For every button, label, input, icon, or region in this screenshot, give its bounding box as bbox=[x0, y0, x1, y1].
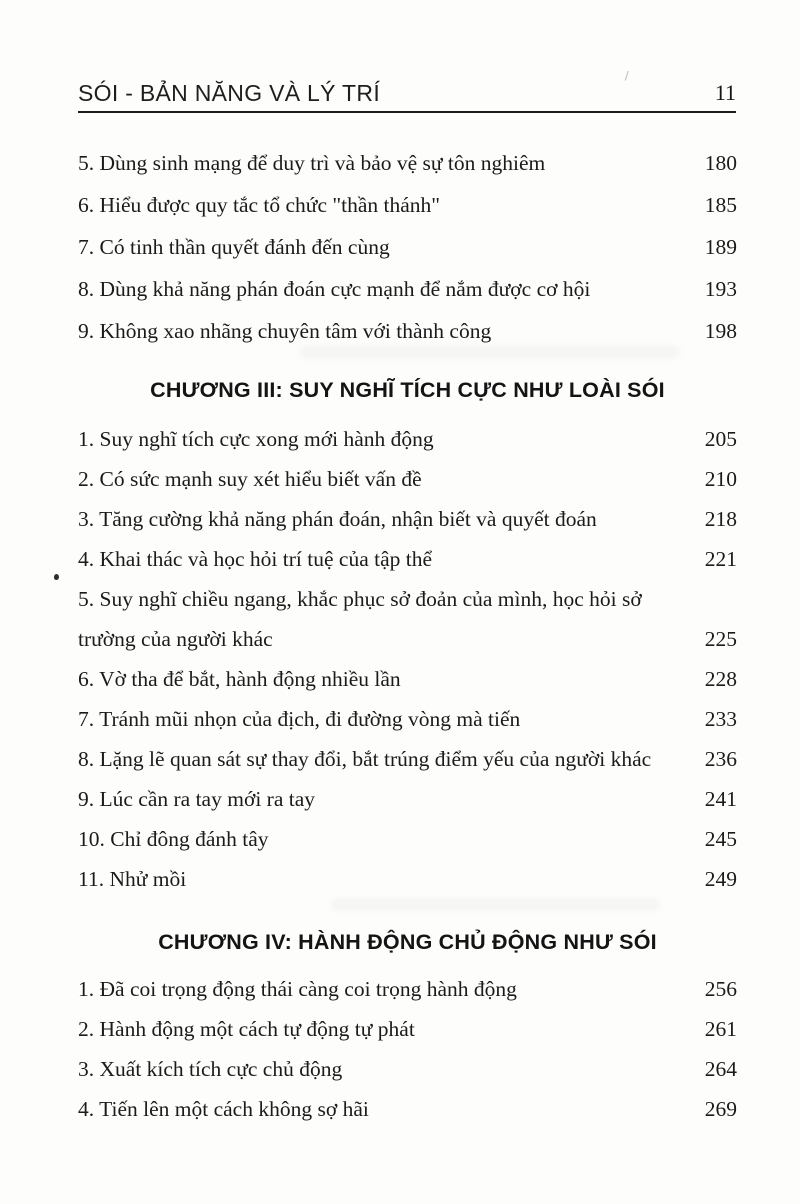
toc-entry bbox=[78, 1009, 737, 1049]
toc-entry-page-number: 205 bbox=[704, 427, 737, 451]
toc-section bbox=[78, 927, 737, 1129]
toc-entry-page-number: 185 bbox=[704, 193, 737, 217]
toc-entry-page-number: 264 bbox=[704, 1057, 737, 1081]
toc-entry-page-number: 261 bbox=[704, 1017, 737, 1041]
toc-entry bbox=[78, 699, 737, 739]
toc-entry-title: 3. Xuất kích tích cực chủ động bbox=[78, 1057, 343, 1081]
page-header bbox=[78, 0, 736, 106]
toc-entry-title: 1. Đã coi trọng động thái càng coi trọng hành động bbox=[78, 977, 517, 1001]
toc-entry bbox=[78, 969, 737, 1009]
toc-entry bbox=[78, 1089, 737, 1129]
toc-entry-page-number: 225 bbox=[704, 627, 737, 651]
toc-section bbox=[78, 375, 737, 899]
header-page-number: 11 bbox=[714, 80, 736, 105]
toc-entry-page-number: 256 bbox=[704, 977, 737, 1001]
toc-entry-title: 11. Nhử mồi bbox=[78, 867, 187, 891]
toc-entry-title: 5. Dùng sinh mạng để duy trì và bảo vệ sự tôn nghiêm bbox=[78, 151, 546, 175]
toc-entry-title: 5. Suy nghĩ chiều ngang, khắc phục sở đoản của mình, học hỏi sở trường của người khác bbox=[78, 587, 642, 651]
toc-entry-title: 4. Tiến lên một cách không sợ hãi bbox=[78, 1097, 369, 1121]
toc-entry-title: 3. Tăng cường khả năng phán đoán, nhận biết và quyết đoán bbox=[78, 507, 597, 531]
toc-entry-page-number: 233 bbox=[704, 707, 737, 731]
toc-entry bbox=[78, 269, 737, 309]
toc-entry-title: 9. Lúc cần ra tay mới ra tay bbox=[78, 787, 316, 811]
toc-entry-page-number: 245 bbox=[704, 827, 737, 851]
toc-entry-title: 2. Hành động một cách tự động tự phát bbox=[78, 1017, 415, 1041]
toc-entry bbox=[78, 779, 737, 819]
chapter-heading: CHƯƠNG III: SUY NGHĨ TÍCH CỰC NHƯ LOÀI SÓI bbox=[150, 378, 665, 402]
toc-entry bbox=[78, 459, 737, 499]
toc-entry bbox=[78, 859, 737, 899]
toc-entry-title: 10. Chỉ đông đánh tây bbox=[78, 827, 269, 851]
toc-entry bbox=[78, 499, 737, 539]
toc-entry-title: 4. Khai thác và học hỏi trí tuệ của tập thể bbox=[78, 547, 433, 571]
toc-entry-page-number: 249 bbox=[704, 867, 737, 891]
toc-entry bbox=[78, 579, 737, 659]
header-rule bbox=[78, 111, 736, 113]
toc-entry-title: 7. Có tinh thần quyết đánh đến cùng bbox=[78, 235, 390, 259]
toc-entry-page-number: 193 bbox=[704, 277, 737, 301]
toc-entry bbox=[78, 659, 737, 699]
toc-entry bbox=[78, 185, 737, 225]
toc-entry-title: 8. Dùng khả năng phán đoán cực mạnh để nắm được cơ hội bbox=[78, 277, 591, 301]
toc-entry bbox=[78, 819, 737, 859]
chapter-heading: CHƯƠNG IV: HÀNH ĐỘNG CHỦ ĐỘNG NHƯ SÓI bbox=[158, 930, 657, 954]
toc-entry-title: 6. Hiểu được quy tắc tổ chức "thần thánh" bbox=[78, 193, 441, 217]
table-of-contents bbox=[78, 143, 737, 1129]
toc-entry-title: 7. Tránh mũi nhọn của địch, đi đường vòng mà tiến bbox=[78, 707, 521, 731]
toc-entry bbox=[78, 539, 737, 579]
toc-entry-page-number: 221 bbox=[704, 547, 737, 571]
toc-entry-page-number: 210 bbox=[704, 467, 737, 491]
toc-entry bbox=[78, 419, 737, 459]
toc-entry-title: 6. Vờ tha để bắt, hành động nhiều lần bbox=[78, 667, 401, 691]
toc-entry bbox=[78, 311, 737, 351]
toc-section bbox=[78, 143, 737, 351]
toc-entry-page-number: 228 bbox=[704, 667, 737, 691]
toc-entry-page-number: 269 bbox=[704, 1097, 737, 1121]
toc-entry bbox=[78, 1049, 737, 1089]
running-head-title: SÓI - BẢN NĂNG VÀ LÝ TRÍ bbox=[78, 80, 381, 106]
toc-entry bbox=[78, 227, 737, 267]
toc-entry-page-number: 198 bbox=[704, 319, 737, 343]
toc-entry-page-number: 241 bbox=[704, 787, 737, 811]
toc-entry-page-number: 180 bbox=[704, 151, 737, 175]
toc-entry-page-number: 189 bbox=[704, 235, 737, 259]
toc-entry-title: 1. Suy nghĩ tích cực xong mới hành động bbox=[78, 427, 434, 451]
toc-entry-title: 9. Không xao nhãng chuyên tâm với thành công bbox=[78, 319, 492, 343]
toc-entry-page-number: 218 bbox=[704, 507, 737, 531]
scan-artifact-dot bbox=[54, 574, 59, 580]
toc-entry bbox=[78, 143, 737, 183]
toc-entry-title: 8. Lặng lẽ quan sát sự thay đổi, bắt trúng điểm yếu của người khác bbox=[78, 747, 652, 771]
toc-entry bbox=[78, 739, 737, 779]
toc-entry-title: 2. Có sức mạnh suy xét hiểu biết vấn đề bbox=[78, 467, 422, 491]
toc-entry-page-number: 236 bbox=[704, 747, 737, 771]
